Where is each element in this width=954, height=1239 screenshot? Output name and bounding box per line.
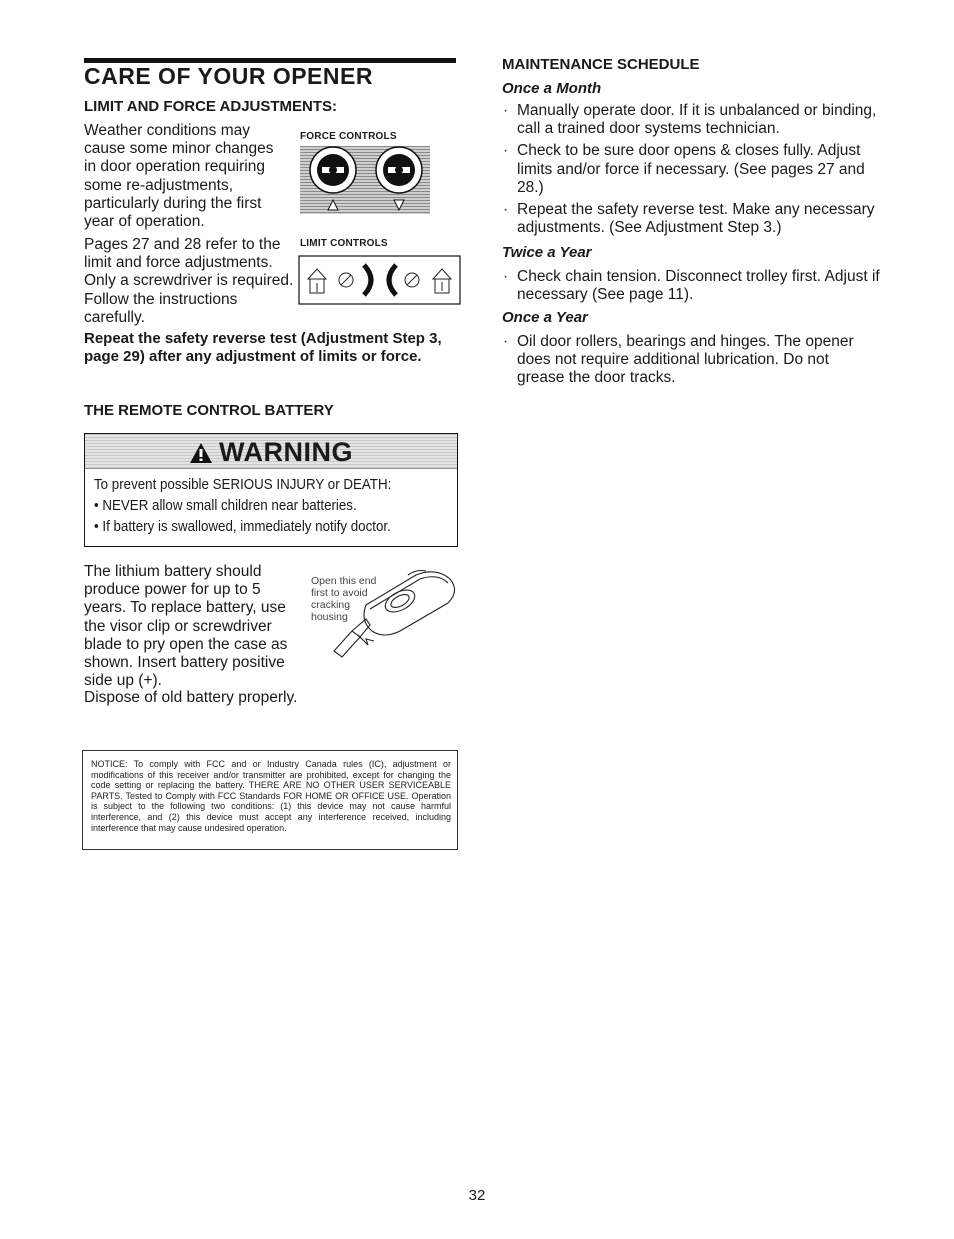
warning-title: [85, 437, 457, 470]
list-item: · Manually operate door. If it is unbalanced or binding, call a trained door systems technician.: [503, 102, 877, 138]
limit-force-heading: LIMIT AND FORCE ADJUSTMENTS:: [84, 98, 338, 115]
remote-control-opening-icon: [308, 565, 460, 665]
once-a-year-heading: Once a Year: [502, 309, 588, 326]
limit-controls-label: LIMIT CONTROLS: [300, 238, 388, 249]
page-title: CARE OF YOUR OPENER: [84, 63, 373, 89]
limit-paragraph-1: Weather conditions may cause some minor changes in door operation requiring some re-adjustments, particularly during the first year of operation.: [84, 122, 274, 231]
warning-banner: [85, 434, 457, 469]
page-number: 32: [468, 1187, 486, 1204]
force-controls-label: FORCE CONTROLS: [300, 131, 397, 142]
limit-controls-panel-icon: [298, 255, 461, 305]
dispose-paragraph: Dispose of old battery properly.: [84, 689, 298, 706]
warning-triangle-icon: [189, 440, 213, 470]
warning-lead-text: To prevent possible SERIOUS INJURY or DEATH:: [94, 477, 392, 493]
maintenance-schedule-heading: MAINTENANCE SCHEDULE: [502, 56, 700, 73]
remote-battery-heading: THE REMOTE CONTROL BATTERY: [84, 402, 334, 419]
once-a-year-list: [502, 333, 880, 392]
force-controls-dials-icon: [300, 146, 430, 214]
warning-title-text: WARNING: [219, 437, 353, 467]
list-item: · Check to be sure door opens & closes fully. Adjust limits and/or force if necessary. (See pages 27 and 28.): [503, 142, 865, 196]
once-a-month-list: [502, 102, 880, 241]
once-a-month-heading: Once a Month: [502, 80, 602, 97]
list-item: · Check chain tension. Disconnect trolley first. Adjust if necessary (See page 11).: [503, 268, 880, 304]
fcc-notice-text: NOTICE: To comply with FCC and or Industry Canada rules (IC), adjustment or modifications of this receiver and/or transmitter are prohibited, except for changing the code setting or replacing the battery. THERE ARE NO OTHER USER SERVICEABLE PARTS. Tested to Comply with FCC Standards FOR HOME OR OFFICE USE. Operation is subject to the following two conditions: (1) this device may not cause harmful interference, and (2) this device must accept any interference received, including interference that may cause undesired operation.: [91, 759, 451, 833]
warning-item: • If battery is swallowed, immediately notify doctor.: [94, 519, 391, 535]
limit-paragraph-2: Pages 27 and 28 refer to the limit and force adjustments. Only a screwdriver is required. Follow the instructions carefully.: [84, 236, 294, 326]
fcc-notice-box: [82, 750, 458, 850]
twice-a-year-heading: Twice a Year: [502, 244, 592, 261]
battery-paragraph: The lithium battery should produce power for up to 5 years. To replace battery, use the visor clip or screwdriver blade to pry open the case as shown. Insert battery positive side up (+).: [84, 563, 288, 690]
twice-a-year-list: [502, 268, 880, 308]
warning-box: [84, 433, 458, 547]
list-item: · Oil door rollers, bearings and hinges. The opener does not require additional lubrication. Do not grease the door tracks.: [503, 333, 854, 387]
safety-reverse-note: Repeat the safety reverse test (Adjustment Step 3, page 29) after any adjustment of limits or force.: [84, 330, 442, 366]
warning-item: • NEVER allow small children near batteries.: [94, 498, 357, 514]
list-item: · Repeat the safety reverse test. Make any necessary adjustments. (See Adjustment Step 3.): [503, 201, 875, 237]
remote-figure-caption: Open this end first to avoid cracking housing: [311, 575, 377, 623]
